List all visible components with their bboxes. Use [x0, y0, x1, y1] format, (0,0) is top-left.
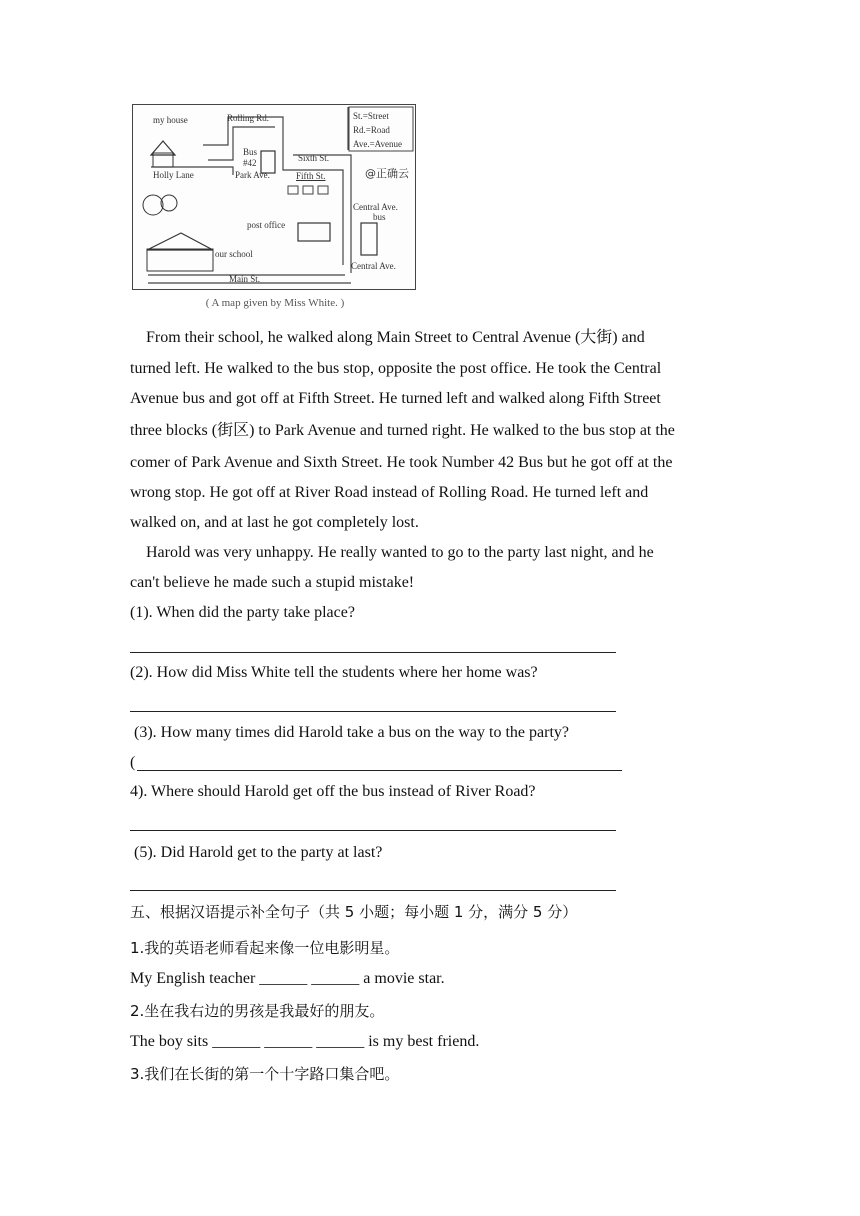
answer-prefix-3: ( [130, 754, 136, 771]
passage-line: Avenue bus and got off at Fifth Street. He turned left and walked along Fifth Street [130, 390, 661, 407]
answer-line-4[interactable] [130, 830, 616, 831]
question-1: (1). When did the party take place? [130, 604, 355, 621]
label-rolling-rd: Rolling Rd. [227, 113, 270, 123]
passage-line: wrong stop. He got off at River Road instead of Rolling Road. He turned left and [130, 484, 649, 501]
label-main-st: Main St. [229, 274, 261, 284]
label-our-school: our school [215, 249, 253, 259]
label-sixth-st: Sixth St. [298, 153, 330, 163]
label-central-ave-bus-1: Central Ave. [353, 202, 398, 212]
map-image [132, 104, 416, 290]
item-1-english: My English teacher ______ ______ a movie star. [130, 970, 445, 987]
label-post-office: post office [247, 220, 286, 230]
label-fifth-st: Fifth St. [296, 171, 326, 181]
passage-line: three blocks (街区) to Park Avenue and turned right. He walked to the bus stop at the [130, 422, 675, 439]
label-holly-lane: Holly Lane [153, 170, 194, 180]
section-5-title: 五、根据汉语提示补全句子（共 5 小题；每小题 1 分，满分 5 分） [130, 903, 578, 921]
passage-line: From their school, he walked along Main Street to Central Avenue (大街) and [146, 329, 645, 346]
item-1-chinese: 1.我的英语老师看起来像一位电影明星。 [130, 939, 400, 957]
watermark: @正确云 [365, 167, 409, 180]
map-caption: ( A map given by Miss White. ) [205, 297, 345, 309]
legend-street: St.=Street [353, 111, 389, 121]
passage-line: comer of Park Avenue and Sixth Street. He took Number 42 Bus but he got off at the [130, 454, 673, 471]
passage-line: walked on, and at last he got completely lost. [130, 514, 419, 531]
label-bus: Bus [243, 147, 258, 157]
item-2-chinese: 2.坐在我右边的男孩是我最好的朋友。 [130, 1002, 385, 1020]
passage-line: turned left. He walked to the bus stop, opposite the post office. He took the Central [130, 360, 662, 377]
answer-line-5[interactable] [130, 890, 616, 891]
label-central-ave: Central Ave. [351, 261, 396, 271]
item-3-chinese: 3.我们在长街的第一个十字路口集合吧。 [130, 1065, 400, 1083]
question-4: 4). Where should Harold get off the bus instead of River Road? [130, 783, 536, 800]
legend-road: Rd.=Road [353, 125, 390, 135]
question-3: (3). How many times did Harold take a bus on the way to the party? [130, 724, 569, 741]
question-2: (2). How did Miss White tell the students where her home was? [130, 664, 538, 681]
answer-line-1[interactable] [130, 652, 616, 653]
passage-line: Harold was very unhappy. He really wanted to go to the party last night, and he [146, 544, 654, 561]
label-my-house: my house [153, 115, 188, 125]
answer-line-3[interactable] [137, 770, 622, 771]
passage-line: can't believe he made such a stupid mistake! [130, 574, 415, 591]
map-figure [132, 104, 418, 314]
question-5: (5). Did Harold get to the party at last? [130, 844, 383, 861]
item-2-english: The boy sits ______ ______ ______ is my best friend. [130, 1033, 480, 1050]
legend-avenue: Ave.=Avenue [353, 139, 402, 149]
label-bus-42: #42 [243, 158, 257, 168]
label-central-ave-bus-2: bus [373, 212, 386, 222]
label-park-ave: Park Ave. [235, 170, 270, 180]
answer-line-2[interactable] [130, 711, 616, 712]
